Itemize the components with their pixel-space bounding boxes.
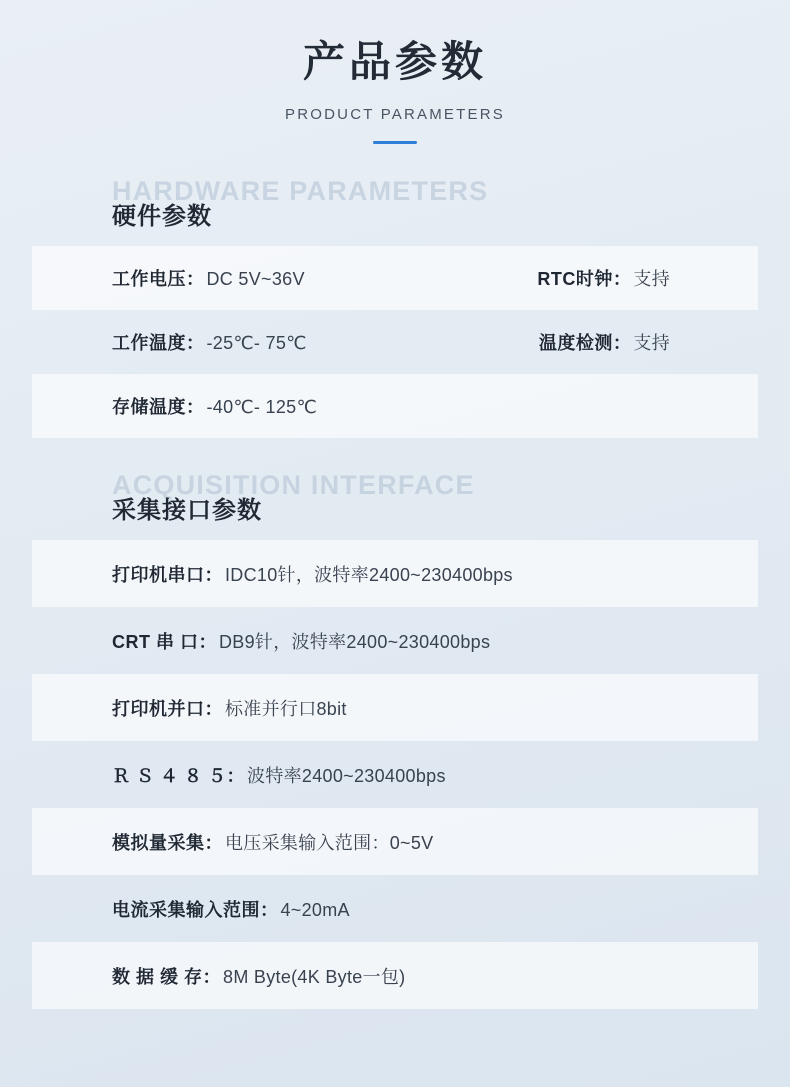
parameter-value: 支持 bbox=[633, 269, 670, 290]
parameter-cell bbox=[112, 762, 446, 788]
table-row bbox=[32, 540, 758, 607]
parameter-label: 存储温度： bbox=[112, 397, 205, 418]
parameter-label: 打印机串口： bbox=[112, 564, 223, 585]
page-title: 产品参数 bbox=[302, 38, 487, 85]
parameter-value: DB9针，波特率2400~230400bps bbox=[219, 631, 491, 652]
parameter-label: RTC时钟： bbox=[537, 269, 632, 290]
section-acquisition-interface bbox=[0, 470, 790, 1009]
section-ghost-title: HARDWARE PARAMETERS bbox=[112, 176, 489, 207]
parameter-cell bbox=[112, 561, 513, 587]
table-row bbox=[32, 310, 758, 374]
section-hardware-parameters bbox=[0, 176, 790, 438]
table-row bbox=[32, 875, 758, 942]
table-row bbox=[32, 741, 758, 808]
parameter-label: 工作温度： bbox=[112, 333, 205, 354]
title-divider bbox=[373, 141, 417, 144]
table-row bbox=[32, 808, 758, 875]
parameter-cell bbox=[112, 628, 490, 654]
parameter-cell bbox=[537, 265, 758, 291]
table-row bbox=[32, 246, 758, 310]
page-subtitle: PRODUCT PARAMETERS bbox=[285, 106, 505, 124]
parameter-label: 工作电压： bbox=[112, 269, 205, 290]
section-heading-group bbox=[0, 176, 790, 238]
parameter-label: 电流采集输入范围： bbox=[112, 899, 279, 920]
section-title: 采集接口参数 bbox=[112, 497, 262, 525]
parameter-value: IDC10针，波特率2400~230400bps bbox=[225, 564, 513, 585]
table-row bbox=[32, 607, 758, 674]
parameter-value: 标准并行口8bit bbox=[225, 698, 347, 719]
parameter-cell bbox=[112, 829, 433, 855]
parameter-value: -40℃- 125℃ bbox=[206, 397, 317, 418]
parameter-value: -25℃- 75℃ bbox=[206, 333, 307, 354]
parameter-value: 波特率2400~230400bps bbox=[247, 765, 446, 786]
section-ghost-title: ACQUISITION INTERFACE bbox=[112, 470, 475, 501]
parameter-value: 8M Byte(4K Byte一包) bbox=[223, 966, 406, 987]
parameter-label: 模拟量采集： bbox=[112, 832, 223, 853]
parameter-cell bbox=[112, 695, 347, 721]
parameter-cell bbox=[112, 393, 317, 419]
parameter-cell bbox=[539, 329, 758, 355]
parameter-rows bbox=[0, 540, 790, 1009]
parameter-label: 温度检测： bbox=[538, 333, 632, 354]
table-row bbox=[32, 674, 758, 741]
parameter-value: 4~20mA bbox=[280, 899, 350, 920]
parameter-label: Ｒ Ｓ ４ ８ ５： bbox=[112, 765, 246, 786]
section-title: 硬件参数 bbox=[112, 203, 212, 231]
parameter-cell bbox=[112, 329, 307, 355]
parameter-value: 支持 bbox=[633, 333, 670, 354]
parameter-cell bbox=[112, 963, 405, 989]
table-row bbox=[32, 942, 758, 1009]
parameter-label: CRT 串 口： bbox=[112, 631, 217, 652]
parameter-label: 打印机并口： bbox=[112, 698, 223, 719]
parameter-cell bbox=[112, 896, 350, 922]
parameter-label: 数 据 缓 存： bbox=[112, 966, 222, 987]
page-header bbox=[0, 0, 790, 144]
parameter-cell bbox=[112, 265, 305, 291]
table-row bbox=[32, 374, 758, 438]
parameter-value: DC 5V~36V bbox=[206, 269, 305, 290]
section-heading-group bbox=[0, 470, 790, 532]
parameter-rows bbox=[0, 246, 790, 438]
parameter-value: 电压采集输入范围：0~5V bbox=[225, 832, 434, 853]
